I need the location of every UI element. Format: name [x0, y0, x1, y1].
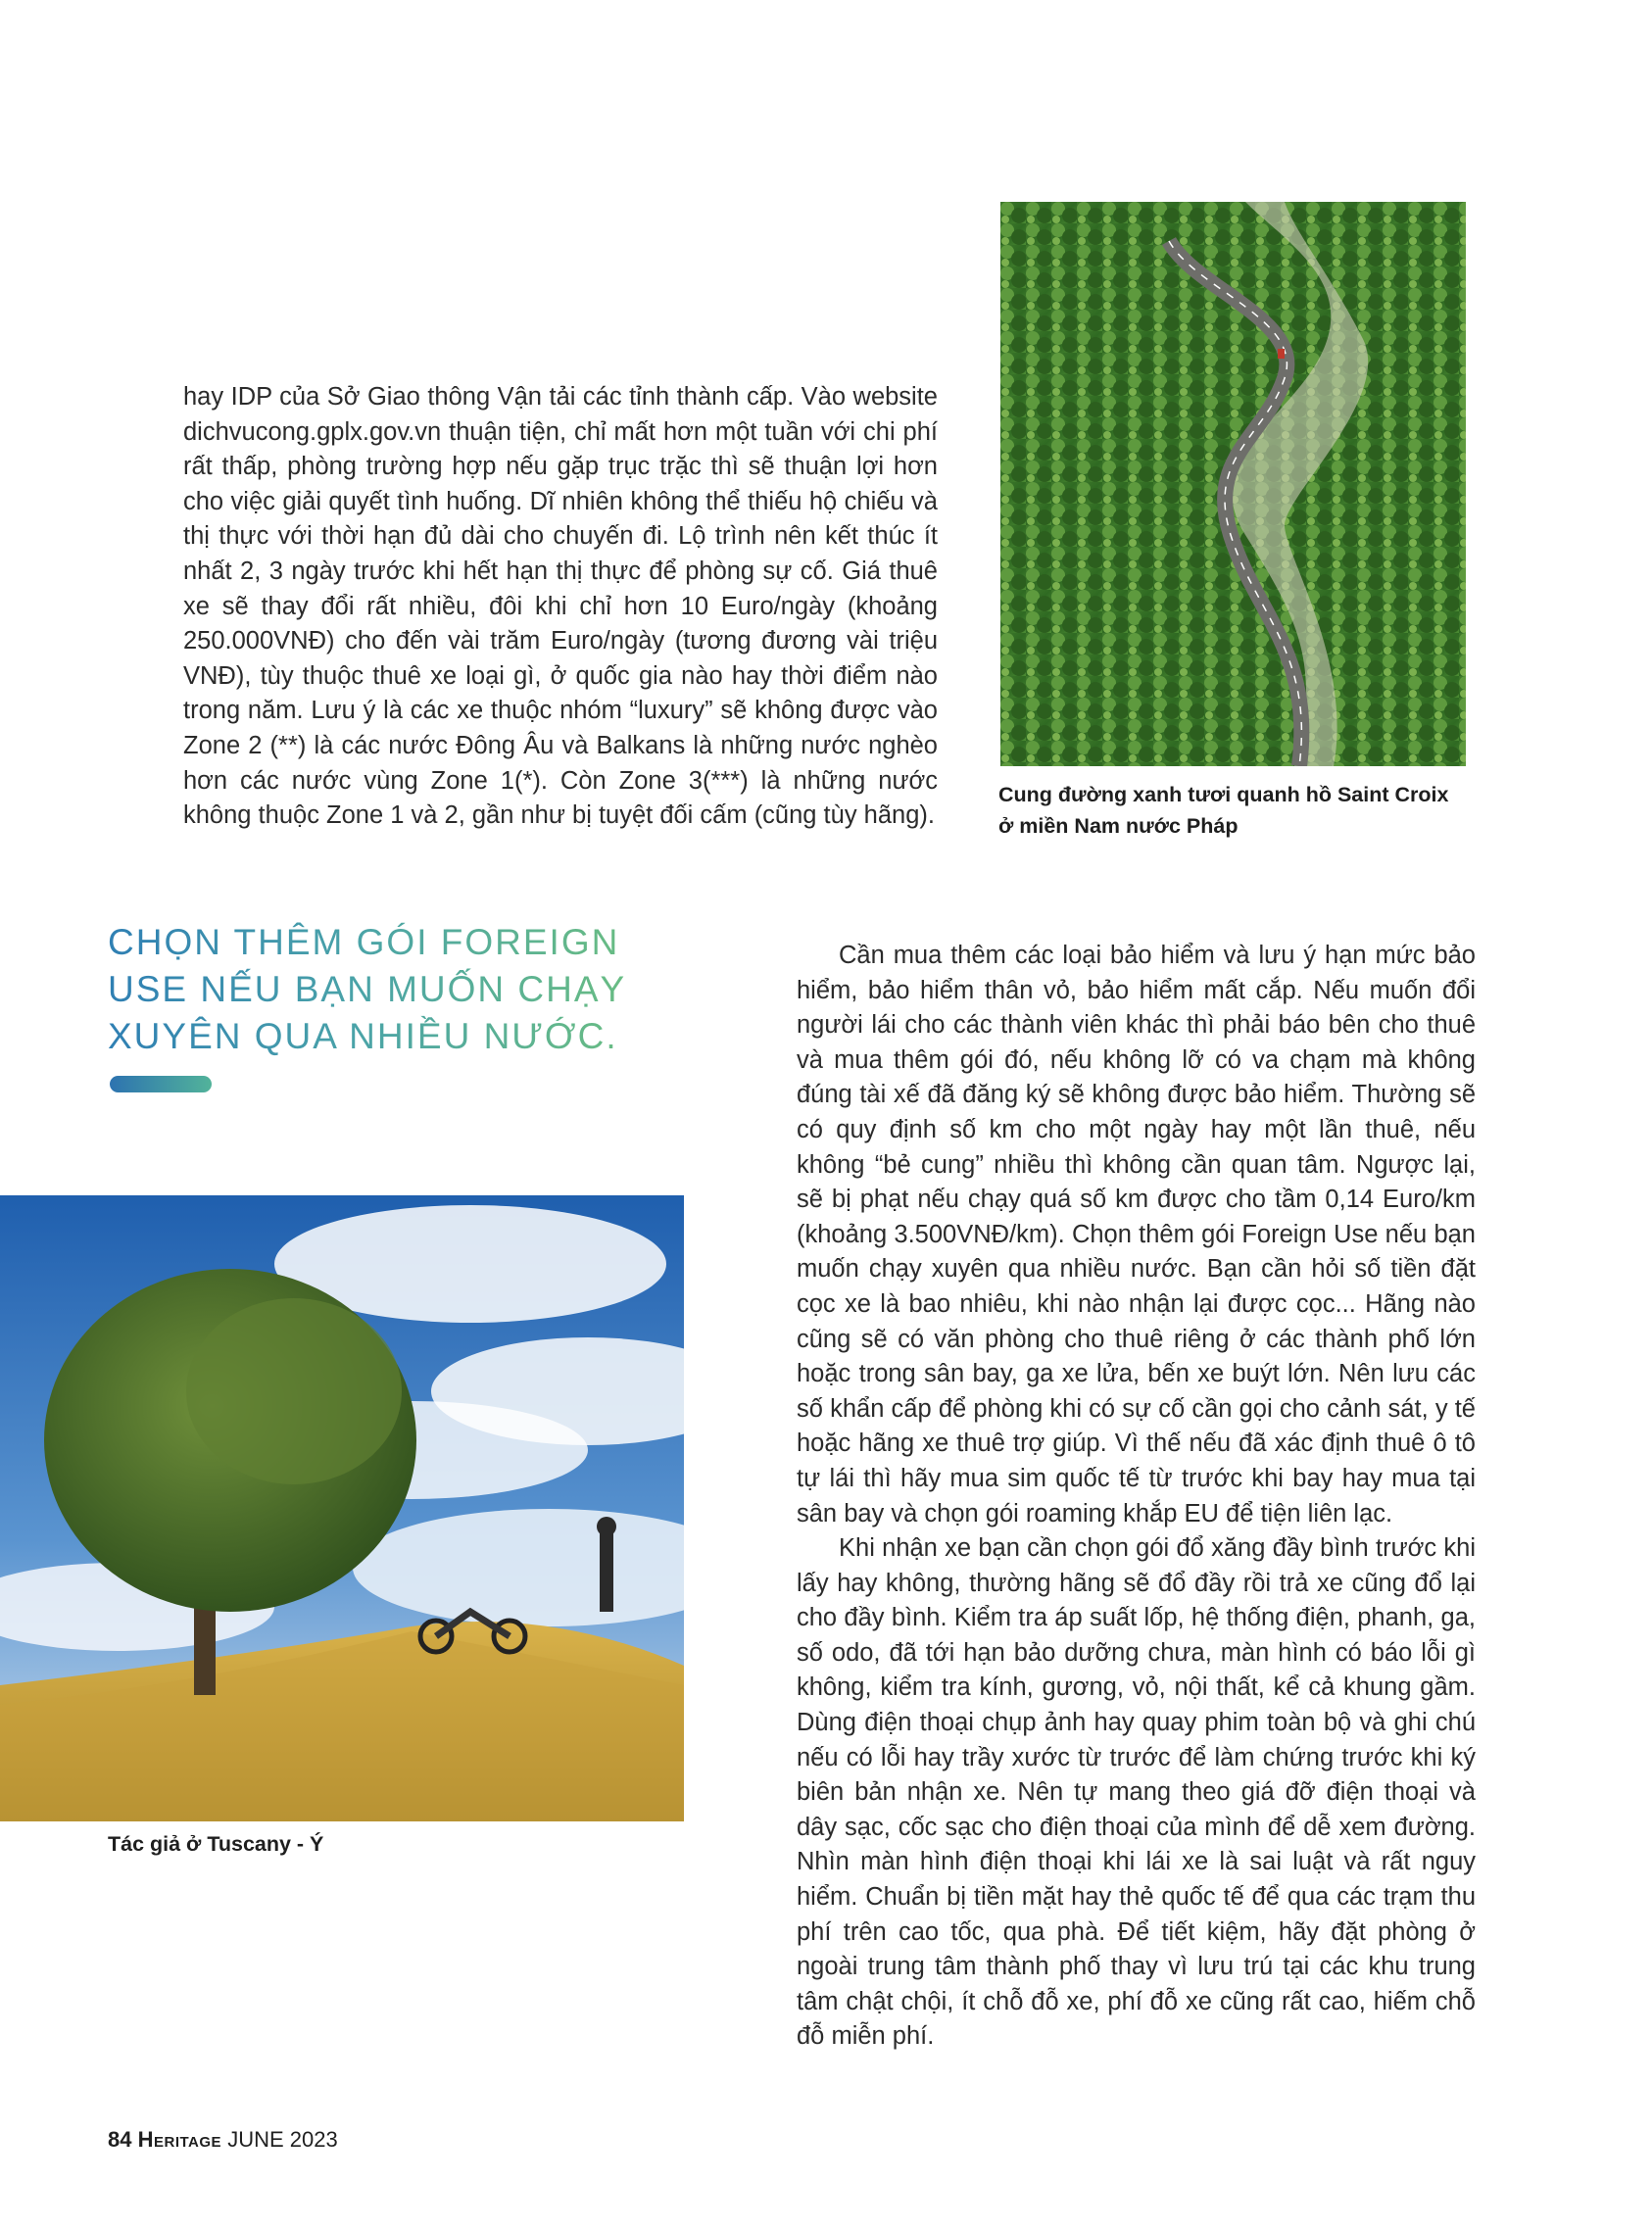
page-footer: [108, 2127, 338, 2153]
issue-date: JUNE 2023: [227, 2127, 338, 2152]
intro-paragraph: hay IDP của Sở Giao thông Vận tải các tỉnh thành cấp. Vào website dichvucong.gplx.gov.vn thuận tiện, chỉ mất hơn một tuần với chi phí rất thấp, phòng trường hợp nếu gặp trục trặc thì sẽ thuận lợi hơn cho việc giải quyết tình huống. Dĩ nhiên không thể thiếu hộ chiếu và thị thực với thời hạn đủ dài cho chuyến đi. Lộ trình nên kết thúc ít nhất 2, 3 ngày trước khi hết hạn thị thực để phòng sự cố. Giá thuê xe sẽ thay đổi rất nhiều, đôi khi chỉ hơn 10 Euro/ngày (khoảng 250.000VNĐ) cho đến vài trăm Euro/ngày (tương đương vài triệu VNĐ), tùy thuộc thuê xe loại gì, ở quốc gia nào hay thời điểm nào trong năm. Lưu ý là các xe thuộc nhóm “luxury” sẽ không được vào Zone 2 (**) là các nước Đông Âu và Balkans là những nước nghèo hơn các nước vùng Zone 1(*). Còn Zone 3(***) là những nước không thuộc Zone 1 và 2, gần như bị tuyệt đối cấm (cũng tùy hãng).: [183, 383, 938, 830]
pull-quote: CHỌN THÊM GÓI FOREIGN USE NẾU BẠN MUỐN CHẠY XUYÊN QUA NHIỀU NƯỚC.: [108, 919, 656, 1060]
road-photo-caption: Cung đường xanh tươi quanh hồ Saint Croix ở miền Nam nước Pháp: [998, 783, 1449, 838]
road-forest-photo: [1000, 202, 1466, 766]
tuscany-photo-caption-block: [108, 1828, 598, 1860]
road-forest-illustration: [1000, 202, 1466, 766]
page-number: 84: [108, 2127, 132, 2152]
tuscany-illustration: [0, 1195, 684, 1821]
intro-text-block: [183, 380, 938, 834]
tuscany-photo: [0, 1195, 684, 1821]
tuscany-photo-caption: Tác giả ở Tuscany - Ý: [108, 1832, 324, 1856]
main-text-column: [797, 939, 1476, 2055]
body-paragraph-1: Cần mua thêm các loại bảo hiểm và lưu ý hạn mức bảo hiểm, bảo hiểm thân vỏ, bảo hiểm mất cắp. Nếu muốn đổi người lái cho các thành viên khác thì phải báo bên cho thuê và mua thêm gói đó, nếu không lỡ có va chạm mà không đúng tài xế đã đăng ký sẽ không được bảo hiểm. Thường sẽ có quy định số km cho một ngày hay một lần thuê, nếu không “bẻ cung” nhiều thì không cần quan tâm. Ngược lại, sẽ bị phạt nếu chạy quá số km được cho tầm 0,14 Euro/km (khoảng 3.500VNĐ/km). Chọn thêm gói Foreign Use nếu bạn muốn chạy xuyên qua nhiều nước. Bạn cần hỏi số tiền đặt cọc xe là bao nhiêu, khi nào nhận lại được cọc... Hãng nào cũng sẽ có văn phòng cho thuê riêng ở các thành phố lớn hoặc trong sân bay, ga xe lửa, bến xe buýt lớn. Nên lưu các số khẩn cấp để phòng khi có sự cố cần gọi cho cảnh sát, y tế hoặc hãng xe thuê trợ giúp. Vì thế nếu đã xác định thuê ô tô tự lái thì hãy mua sim quốc tế từ trước khi bay hay mua tại sân bay và chọn gói roaming khắp EU để tiện liên lạc.: [797, 942, 1476, 1527]
road-photo-caption-block: [998, 779, 1469, 842]
pull-quote-accent-bar: [110, 1076, 212, 1092]
body-paragraph-2: Khi nhận xe bạn cần chọn gói đổ xăng đầy bình trước khi lấy hay không, thường hãng sẽ đổ đầy rồi trả xe cũng đổ lại cho đầy bình. Kiểm tra áp suất lốp, hệ thống điện, phanh, ga, số odo, đã tới hạn bảo dưỡng chưa, màn hình có báo lỗi gì không, kiểm tra kính, gương, vỏ, nội thất, kể cả khung gầm. Dùng điện thoại chụp ảnh hay quay phim toàn bộ và ghi chú nếu có lỗi hay trầy xước từ trước để làm chứng trước khi ký biên bản nhận xe. Nên tự mang theo giá đỡ điện thoại và dây sạc, cốc sạc cho điện thoại của mình để dễ xem đường. Nhìn màn hình điện thoại khi lái xe là sai luật và rất nguy hiểm. Chuẩn bị tiền mặt hay thẻ quốc tế để qua các trạm thu phí trên cao tốc, qua phà. Để tiết kiệm, hãy đặt phòng ở ngoài trung tâm thành phố thay vì lưu trú tại các khu trung tâm chật chội, ít chỗ đỗ xe, phí đỗ xe cũng rất cao, hiếm chỗ đỗ miễn phí.: [797, 1534, 1476, 2051]
magazine-name: Heritage: [137, 2127, 222, 2152]
